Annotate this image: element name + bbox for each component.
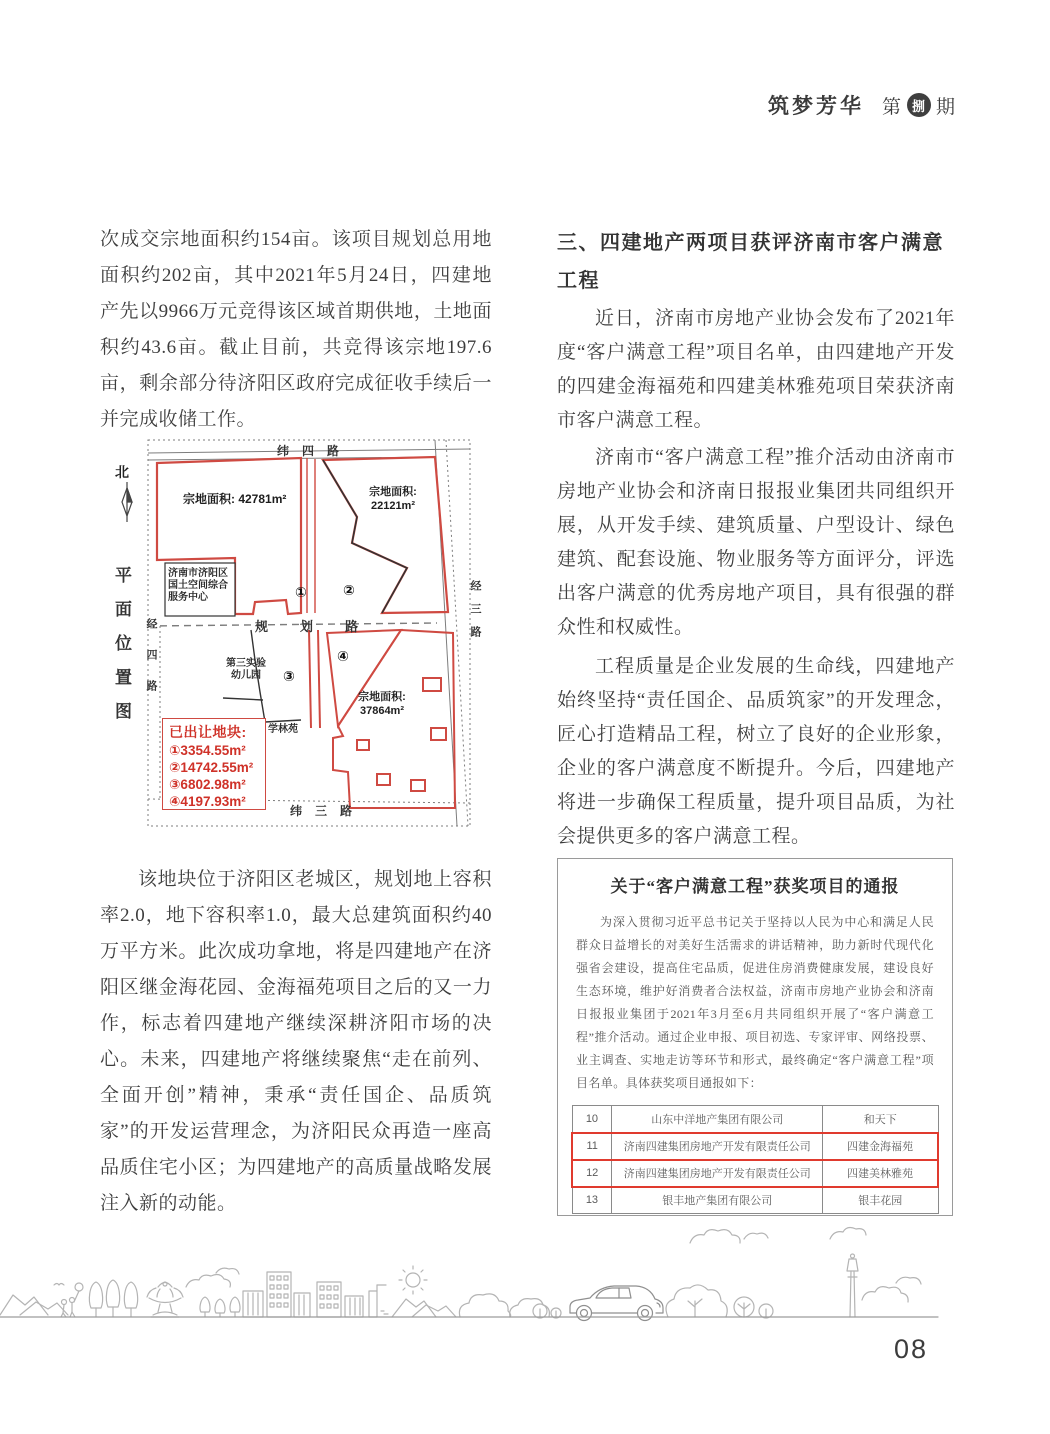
table-row bbox=[572, 1106, 938, 1133]
section-heading: 三、四建地产两项目获评济南市客户满意工程 bbox=[557, 232, 944, 292]
award-table bbox=[571, 1105, 939, 1214]
sold-parcels-title: 已出让地块: bbox=[169, 724, 247, 740]
fountain-icon bbox=[147, 1282, 183, 1317]
right-paragraph-2: 济南市“客户满意工程”推介活动由济南市房地产业协会和济南日报报业集团共同组织开展，从开发手续、建筑质量、户型设计、绿色建筑、配套设施、物业服务等方面评分，评选出客户满意的优秀房地产项目，具有很强的群众性和权威性。 bbox=[557, 447, 955, 638]
parcel-5-outline bbox=[333, 630, 455, 808]
notice-body: 为深入贯彻习近平总书记关于坚持以人民为中心和满足人民群众日益增长的对美好生活需求的讲话精神，助力新时代现代化强省会建设，提高住宅品质，促进住房消费健康发展，建设良好生态环境，维护好消费者合法权益，济南市房地产业协会和济南日报报业集团于2021年3月至6月共同组织开展了“客户满意工程”推介活动。通过企业申报、项目初选、专家评审、网络投票、业主调查、实地走访等环节和形式，最终确定“客户满意工程”项目名单。具体获奖项目通报如下： bbox=[576, 915, 934, 1090]
road-weisan-label: 纬三路 bbox=[290, 804, 366, 818]
clouds-right-icon bbox=[862, 1277, 921, 1302]
cloud-trees-right-icon bbox=[666, 1285, 773, 1318]
parcel-2-area-label bbox=[357, 485, 429, 513]
row-project: 和天下 bbox=[823, 1106, 938, 1133]
bush-clouds-icon bbox=[459, 1294, 561, 1318]
page-header bbox=[768, 90, 956, 120]
row-project: 四建金海福苑 bbox=[823, 1133, 938, 1160]
page-number: 08 bbox=[894, 1334, 929, 1364]
sold-parcels-legend bbox=[162, 718, 266, 810]
clouds-top-icon bbox=[690, 1228, 866, 1243]
road-guihua-label: 规划路 bbox=[255, 619, 391, 634]
issue-label bbox=[882, 92, 956, 119]
cloud-left-icon bbox=[186, 1268, 239, 1287]
brand-title: 筑梦芳华 bbox=[768, 95, 864, 118]
north-label: 北 bbox=[115, 464, 129, 480]
mountains-right-icon bbox=[392, 1299, 456, 1317]
sold-parcel-3: ③6802.98m² bbox=[169, 777, 246, 792]
sold-parcel-1: ①3354.55m² bbox=[169, 743, 246, 758]
row-company: 银丰地产集团有限公司 bbox=[612, 1187, 823, 1214]
parcel-marker-2: ② bbox=[343, 582, 355, 598]
small-trees-icon bbox=[200, 1297, 240, 1317]
parcel-5-area-caption: 宗地面积: bbox=[358, 691, 406, 703]
row-number: 11 bbox=[572, 1133, 612, 1160]
road-jingsan-label: 经三路 bbox=[469, 580, 481, 649]
kindergarten-label: 第三实验幼儿园 bbox=[226, 658, 266, 681]
row-company: 山东中洋地产集团有限公司 bbox=[612, 1106, 823, 1133]
map-title-vertical: 平面位置图 bbox=[112, 566, 131, 736]
row-company: 济南四建集团房地产开发有限责任公司 bbox=[612, 1133, 823, 1160]
parcel-marker-4: ④ bbox=[337, 648, 349, 664]
footer-cityscape-art bbox=[0, 1225, 1050, 1325]
parcel-5-area-value: 37864m² bbox=[359, 705, 405, 717]
car-icon bbox=[570, 1286, 663, 1321]
xuelinyuan-label: 学林苑 bbox=[268, 724, 298, 735]
award-notice-box bbox=[557, 858, 953, 1216]
row-project: 四建美林雅苑 bbox=[823, 1160, 938, 1187]
parcel-2-area-caption: 宗地面积: bbox=[369, 486, 417, 498]
right-paragraph-1: 近日，济南市房地产业协会发布了2021年度“客户满意工程”项目名单，由四建地产开发的四建金海福苑和四建美林雅苑项目荣获济南市客户满意工程。 bbox=[557, 308, 955, 431]
row-number: 13 bbox=[572, 1187, 612, 1214]
north-arrow-icon bbox=[122, 482, 132, 522]
parcel-2-outline bbox=[307, 457, 448, 613]
buildings-icon bbox=[243, 1272, 388, 1317]
sun-icon bbox=[399, 1266, 427, 1294]
notice-title: 关于“客户满意工程”获奖项目的通报 bbox=[610, 877, 900, 896]
issue-suffix: 期 bbox=[936, 96, 957, 118]
left-paragraph-1: 次成交宗地面积约154亩。该项目规划总用地面积约202亩，其中2021年5月24日，四建地产先以9966万元竞得该区域首期供地，土地面积约43.6亩。截止目前，共竞得该宗地197.6亩，剩余部分待济阳区政府完成征收手续后一并完成收储工作。 bbox=[100, 229, 492, 430]
right-paragraph-3: 工程质量是企业发展的生命线，四建地产始终坚持“责任国企、品质筑家”的开发理念，匠心打造精品工程，树立了良好的企业形象，企业的客户满意度不断提升。今后，四建地产将进一步确保工程质量，提升项目品质，为社会提供更多的客户满意工程。 bbox=[557, 656, 955, 847]
issue-prefix: 第 bbox=[882, 96, 903, 118]
row-number: 10 bbox=[572, 1106, 612, 1133]
issue-number-badge: 捌 bbox=[907, 93, 931, 117]
parcel-2-area-value: 22121m² bbox=[370, 500, 416, 512]
parcel-marker-1: ① bbox=[295, 584, 307, 600]
table-row-highlighted bbox=[572, 1160, 938, 1187]
people-balloon-icon bbox=[54, 1283, 83, 1317]
site-plan-map bbox=[105, 430, 485, 855]
parcel-marker-3: ③ bbox=[283, 668, 295, 684]
road-jingsi-label: 经四路 bbox=[145, 618, 157, 711]
street-lamp-icon bbox=[847, 1254, 858, 1317]
sold-parcel-2: ②14742.55m² bbox=[169, 760, 254, 775]
mountains-left-icon bbox=[0, 1295, 68, 1315]
parcel-1-area-label: 宗地面积: 42781m² bbox=[183, 492, 287, 506]
parcel-5-area-label bbox=[343, 690, 421, 718]
table-row-highlighted bbox=[572, 1133, 938, 1160]
service-center-label: 济南市济阳区国土空间综合服务中心 bbox=[168, 568, 228, 603]
row-project: 银丰花园 bbox=[823, 1187, 938, 1214]
road-weisi-label: 纬四路 bbox=[277, 444, 353, 458]
table-row bbox=[572, 1187, 938, 1214]
tall-trees-icon bbox=[89, 1280, 137, 1317]
sold-parcel-4: ④4197.93m² bbox=[169, 794, 246, 809]
row-company: 济南四建集团房地产开发有限责任公司 bbox=[612, 1160, 823, 1187]
row-number: 12 bbox=[572, 1160, 612, 1187]
left-paragraph-2: 该地块位于济阳区老城区，规划地上容积率2.0，地下容积率1.0，最大总建筑面积约40万平方米。此次成功拿地，将是四建地产在济阳区继金海花园、金海福苑项目之后的又一力作，标志着四建地产继续深耕济阳市场的决心。未来，四建地产将继续聚焦“走在前列、全面开创”精神，秉承“责任国企、品质筑家”的开发运营理念，为济阳民众再造一座高品质住宅小区；为四建地产的高质量战略发展注入新的动能。 bbox=[100, 869, 492, 1214]
